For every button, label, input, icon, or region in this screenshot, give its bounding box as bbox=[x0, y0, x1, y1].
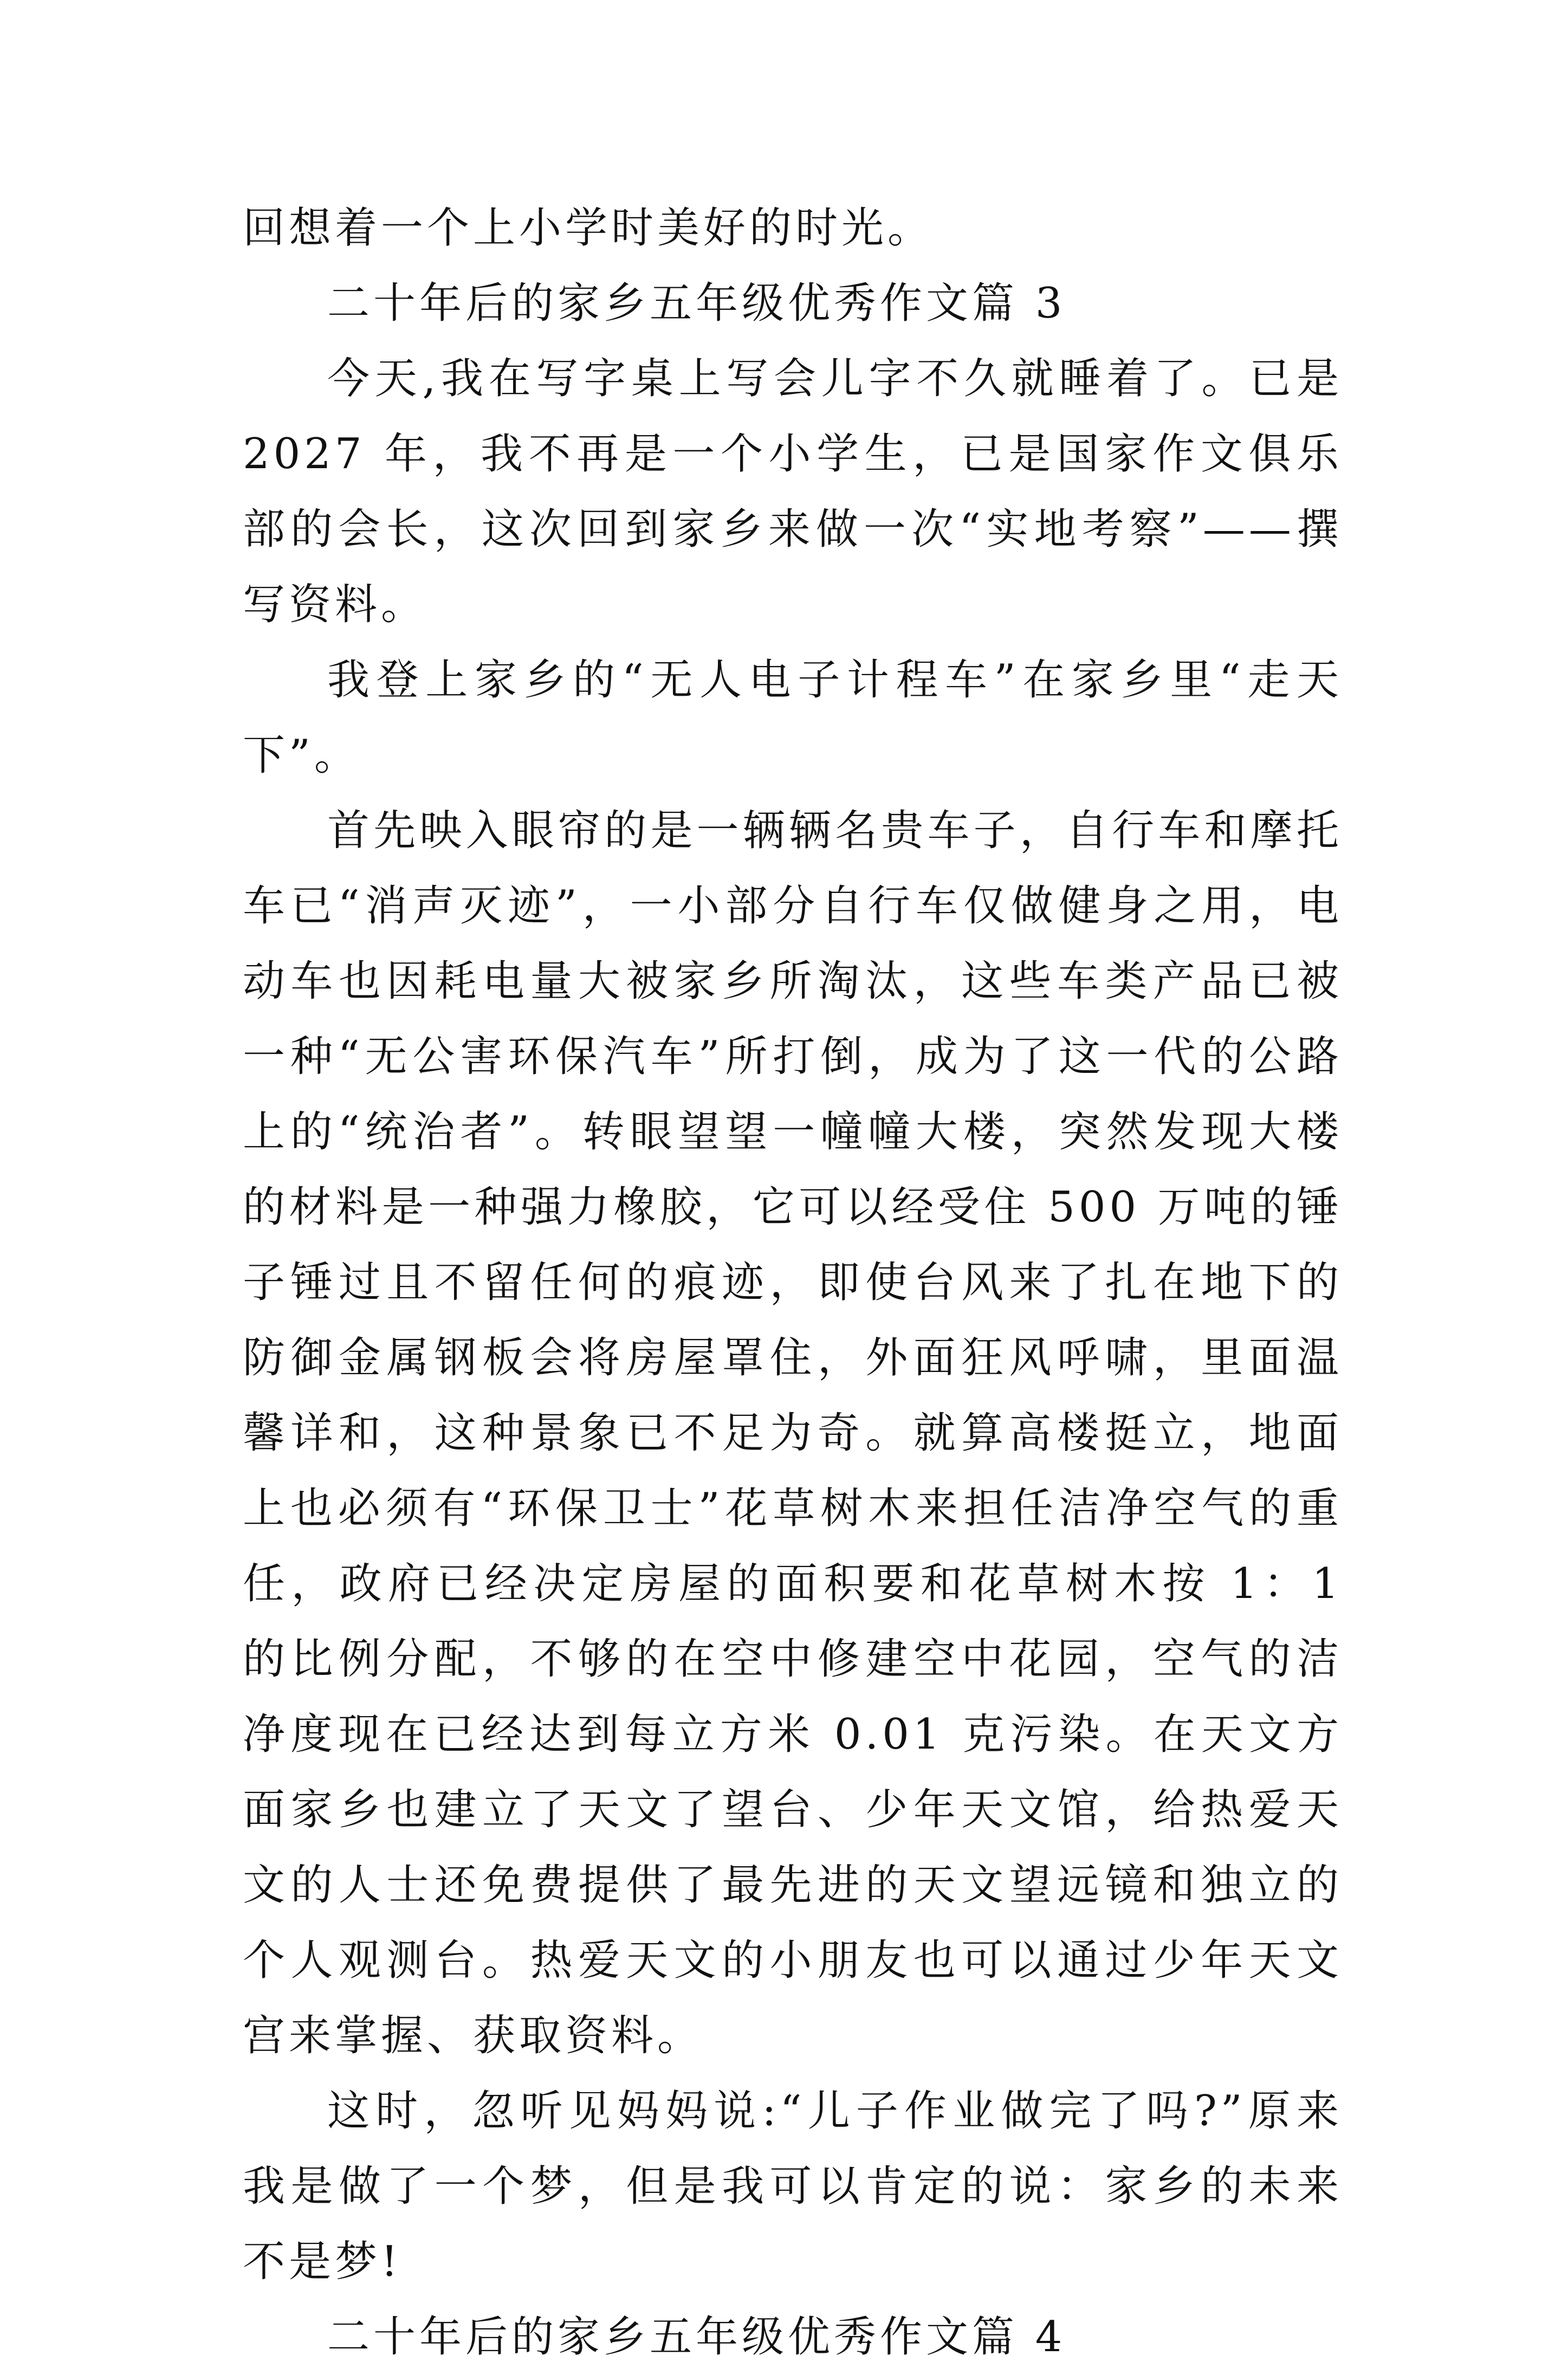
paragraph-closing-line: 回想着一个上小学时美好的时光。 bbox=[243, 204, 934, 253]
paragraph-description: 首先映入眼帘的是一辆辆名贵车子，自行车和摩托车已“消声灭迹”，一小部分自行车仅做健身之用，电动车也因耗电量大被家乡所淘汰，这些车类产品已被一种“无公害环保汽车”所打倒，成为了这一代的公路上的“统治者”。转眼望望一幢幢大楼，突然发现大楼的材料是一种强力橡胶，它可以经受住 500 万吨的锤子锤过且不留任何的痕迹，即使台风来了扎在地下的防御金属钢板会将房屋罩住，外面狂风呼啸，里面温馨详和，这种景象已不足为奇。就算高楼挺立，地面上也必须有“环保卫士”花草树木来担任洁净空气的重任，政府已经决定房屋的面积要和花草树木按 1：1 的比例分配，不够的在空中修建空中花园，空气的洁净度现在已经达到每立方米 0.01 克污染。在天文方面家乡也建立了天文了望台、少年天文馆，给热爱天文的人士还免费提供了最先进的天文望远镜和独立的个人观测台。热爱天文的小朋友也可以通过少年天文宫来掌握、获取资料。 bbox=[243, 806, 1343, 2060]
document-body bbox=[243, 191, 1343, 2375]
paragraph-ending: 这时，忽听见妈妈说:“儿子作业做完了吗?”原来我是做了一个梦，但是我可以肯定的说：家乡的未来不是梦! bbox=[243, 2087, 1343, 2286]
paragraph-taxi: 我登上家乡的“无人电子计程车”在家乡里“走天下”。 bbox=[243, 656, 1343, 780]
paragraph-intro: 今天,我在写字桌上写会儿字不久就睡着了。已是 2027 年，我不再是一个小学生，已是国家作文俱乐部的会长，这次回到家乡来做一次“实地考察”——撰写资料。 bbox=[243, 354, 1343, 629]
section-heading-3: 二十年后的家乡五年级优秀作文篇 3 bbox=[327, 279, 1066, 328]
section-heading-4: 二十年后的家乡五年级优秀作文篇 4 bbox=[327, 2313, 1066, 2361]
